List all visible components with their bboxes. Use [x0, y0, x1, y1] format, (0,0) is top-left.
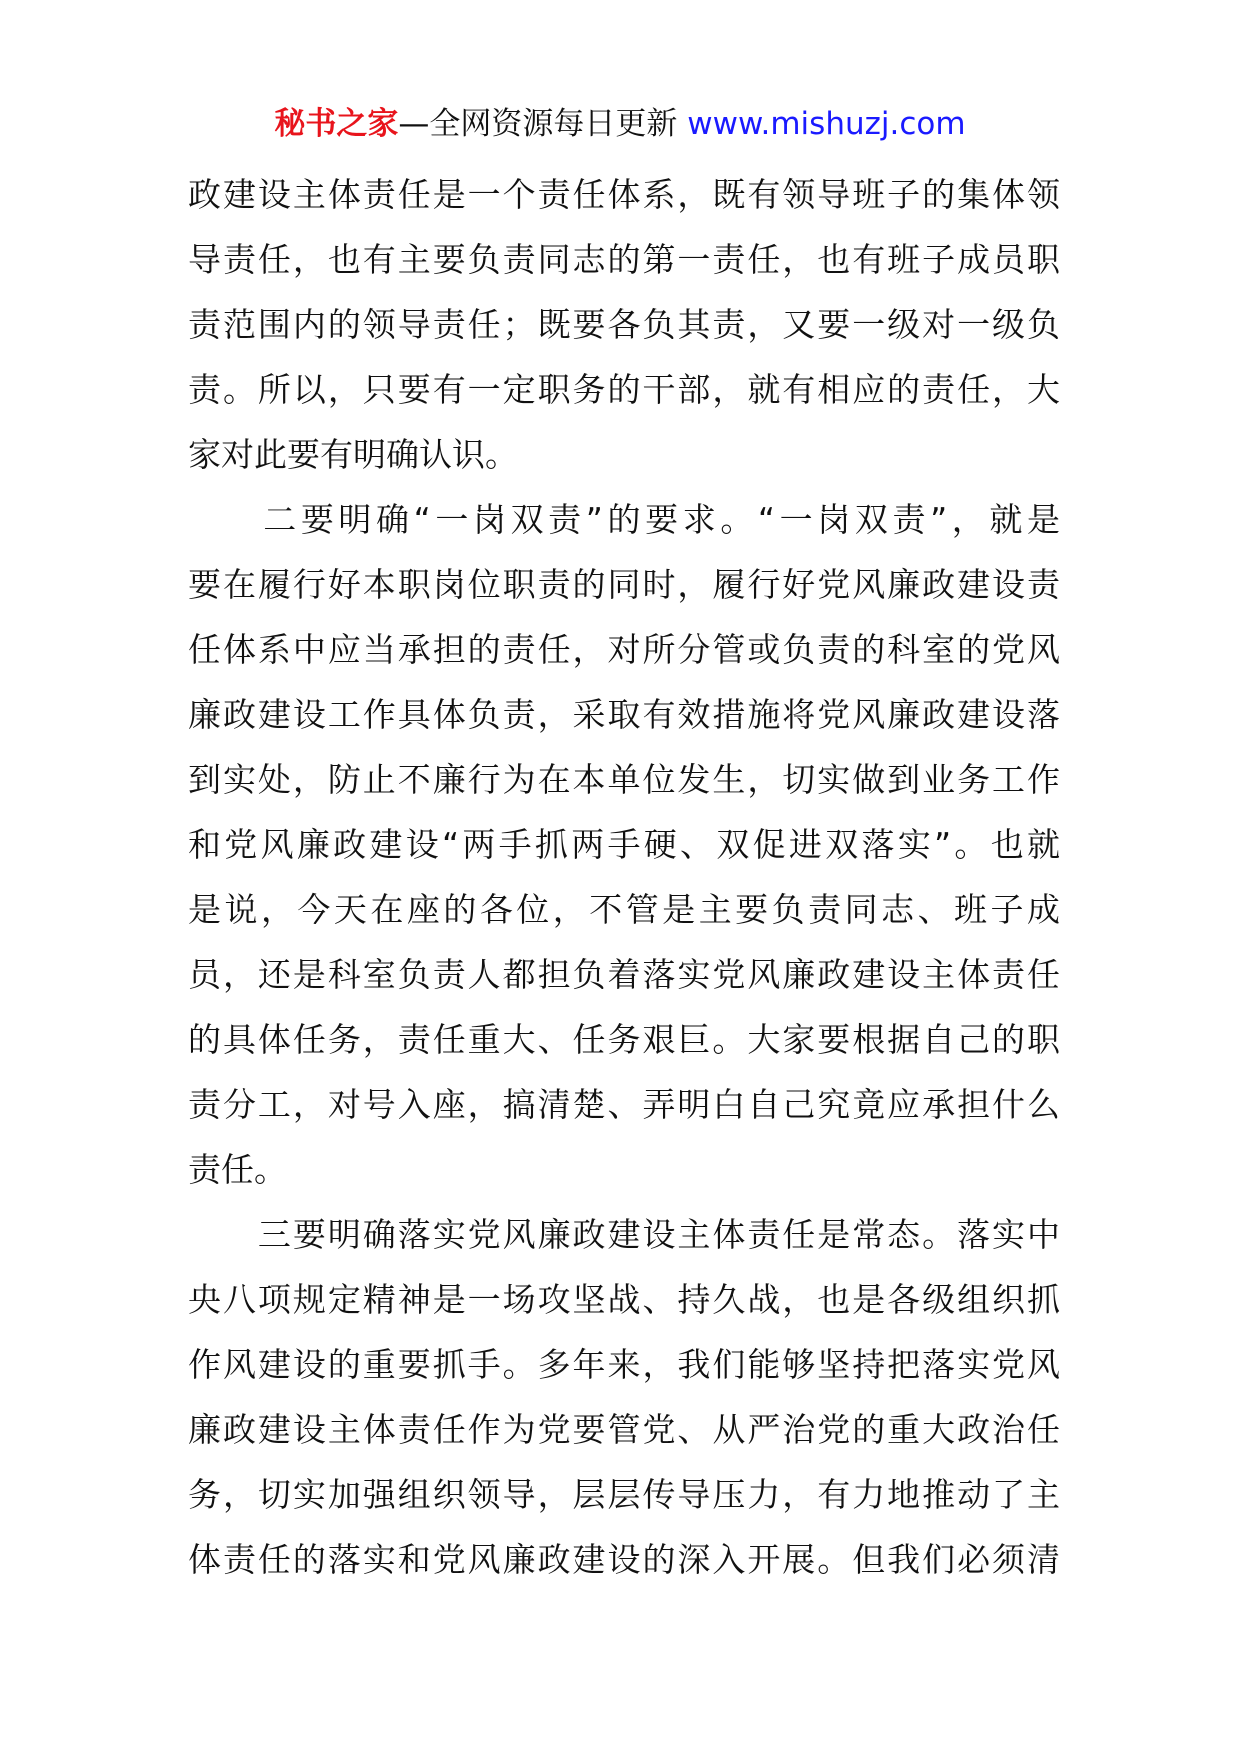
- text-line: 廉政建设主体责任作为党要管党、从严治党的重大政治任: [188, 1410, 1060, 1449]
- text-line: 政建设主体责任是一个责任体系，既有领导班子的集体领: [188, 175, 1060, 214]
- header-tagline: —全网资源每日更新: [398, 106, 678, 142]
- site-url-link[interactable]: www.mishuzj.com: [687, 106, 966, 142]
- text-line: 务，切实加强组织领导，层层传导压力，有力地推动了主: [188, 1475, 1060, 1514]
- text-line: 体责任的落实和党风廉政建设的深入开展。但我们必须清: [188, 1540, 1060, 1579]
- text-line: 要在履行好本职岗位职责的同时，履行好党风廉政建设责: [188, 565, 1060, 604]
- text-line: 是说，今天在座的各位，不管是主要负责同志、班子成: [188, 890, 1060, 929]
- text-line: 员，还是科室负责人都担负着落实党风廉政建设主体责任: [188, 955, 1060, 994]
- text-line: 廉政建设工作具体负责，采取有效措施将党风廉政建设落: [188, 695, 1060, 734]
- text-line: 作风建设的重要抓手。多年来，我们能够坚持把落实党风: [188, 1345, 1060, 1384]
- text-line: 导责任，也有主要负责同志的第一责任，也有班子成员职: [188, 240, 1060, 279]
- text-line: 三要明确落实党风廉政建设主体责任是常态。落实中: [188, 1215, 1060, 1254]
- text-line: 任体系中应当承担的责任，对所分管或负责的科室的党风: [188, 630, 1060, 669]
- text-line: 责任。: [188, 1150, 287, 1189]
- text-line: 责。所以，只要有一定职务的干部，就有相应的责任，大: [188, 370, 1060, 409]
- brand-name: 秘书之家: [274, 106, 399, 142]
- text-line: 到实处，防止不廉行为在本单位发生，切实做到业务工作: [188, 760, 1060, 799]
- text-line: 央八项规定精神是一场攻坚战、持久战，也是各级组织抓: [188, 1280, 1060, 1319]
- text-line: 二要明确“一岗双责”的要求。“一岗双责”，就是: [188, 500, 1060, 539]
- text-line: 家对此要有明确认识。: [188, 435, 518, 474]
- text-line: 的具体任务，责任重大、任务艰巨。大家要根据自己的职: [188, 1020, 1060, 1059]
- document-body: [188, 162, 1060, 1592]
- text-line: 责分工，对号入座，搞清楚、弄明白自己究竟应承担什么: [188, 1085, 1060, 1124]
- text-line: 和党风廉政建设“两手抓两手硬、双促进双落实”。也就: [188, 825, 1060, 864]
- text-line: 责范围内的领导责任；既要各负其责，又要一级对一级负: [188, 305, 1060, 344]
- page-header: [0, 104, 1240, 144]
